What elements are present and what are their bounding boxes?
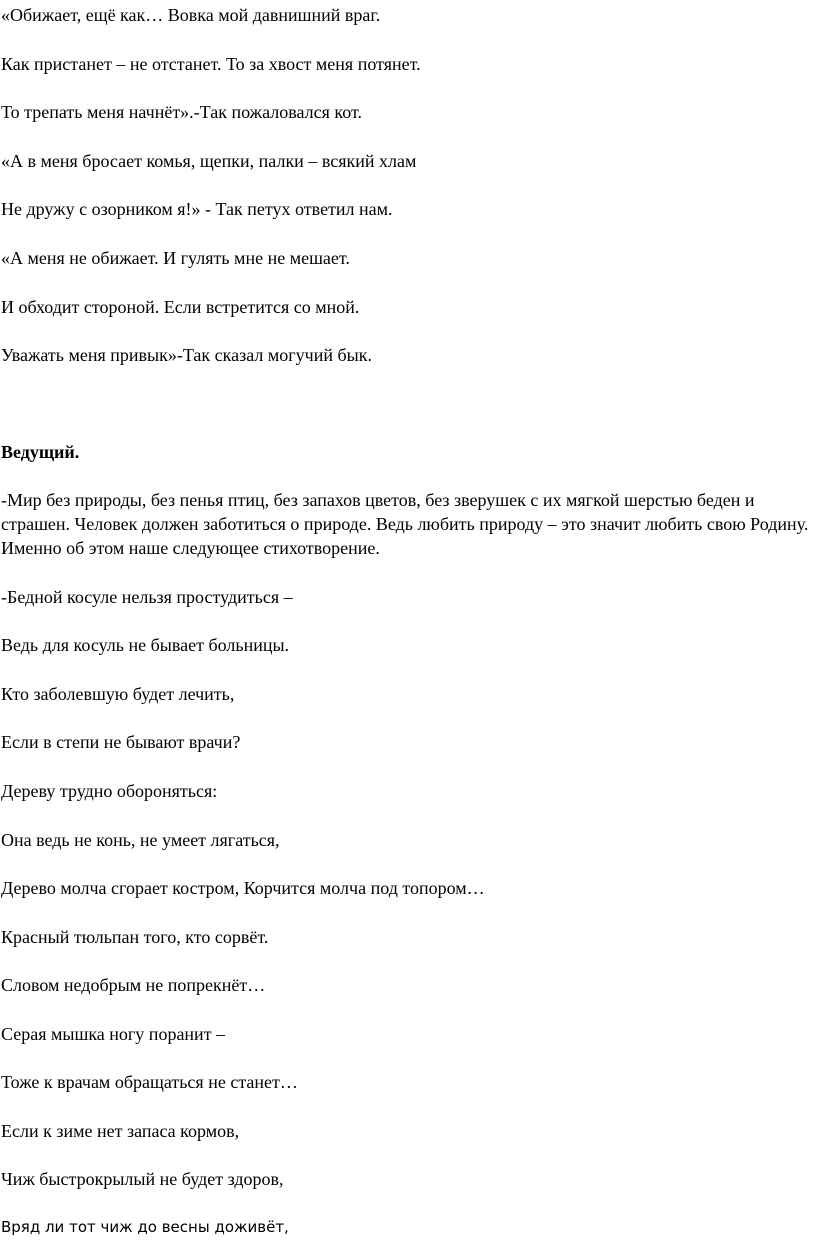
- poem-line: Словом недобрым не попрекнёт…: [1, 975, 266, 995]
- poem-line: Кто заболевшую будет лечить,: [1, 684, 235, 704]
- poem-line: «А меня не обижает. И гулять мне не мешает.: [1, 248, 350, 268]
- poem-line: -Бедной косуле нельзя простудиться –: [1, 587, 293, 607]
- poem-line: Серая мышка ногу поранит –: [1, 1024, 226, 1044]
- poem-line: «А в меня бросает комья, щепки, палки – всякий хлам: [1, 151, 417, 171]
- poem-line: Дереву трудно обороняться:: [1, 781, 218, 801]
- poem-line: Не дружу с озорником я!» - Так петух ответил нам.: [1, 199, 393, 219]
- poem-line: Тоже к врачам обращаться не станет…: [1, 1072, 298, 1092]
- poem-line: Если в степи не бывают врачи?: [1, 732, 241, 752]
- poem-line: «Обижает, ещё как… Вовка мой давнишний враг.: [1, 5, 381, 25]
- poem-line: Если к зиме нет запаса кормов,: [1, 1121, 240, 1141]
- poem-line: Дерево молча сгорает костром, Корчится молча под топором…: [1, 878, 485, 898]
- poem-line: Уважать меня привык»-Так сказал могучий бык.: [1, 345, 372, 365]
- narration-paragraph: -Мир без природы, без пенья птиц, без запахов цветов, без зверушек с их мягкой шерстью беден и страшен. Человек должен заботиться о природе. Ведь любить природу – это значит любить свою Родину. Именно об этом наше следующее стихотворение.: [1, 490, 809, 558]
- poem-line: То трепать меня начнёт».-Так пожаловался кот.: [1, 102, 362, 122]
- poem-line: Она ведь не конь, не умеет лягаться,: [1, 830, 280, 850]
- poem-line: Чиж быстрокрылый не будет здоров,: [1, 1169, 284, 1189]
- speaker-heading: Ведущий.: [1, 442, 80, 462]
- poem-line-last: Вряд ли тот чиж до весны доживёт,: [1, 1218, 289, 1236]
- poem-line: И обходит стороной. Если встретится со мной.: [1, 297, 360, 317]
- poem-line: Как пристанет – не отстанет. То за хвост меня потянет.: [1, 54, 421, 74]
- poem-line: Ведь для косуль не бывает больницы.: [1, 635, 290, 655]
- poem-line: Красный тюльпан того, кто сорвёт.: [1, 927, 269, 947]
